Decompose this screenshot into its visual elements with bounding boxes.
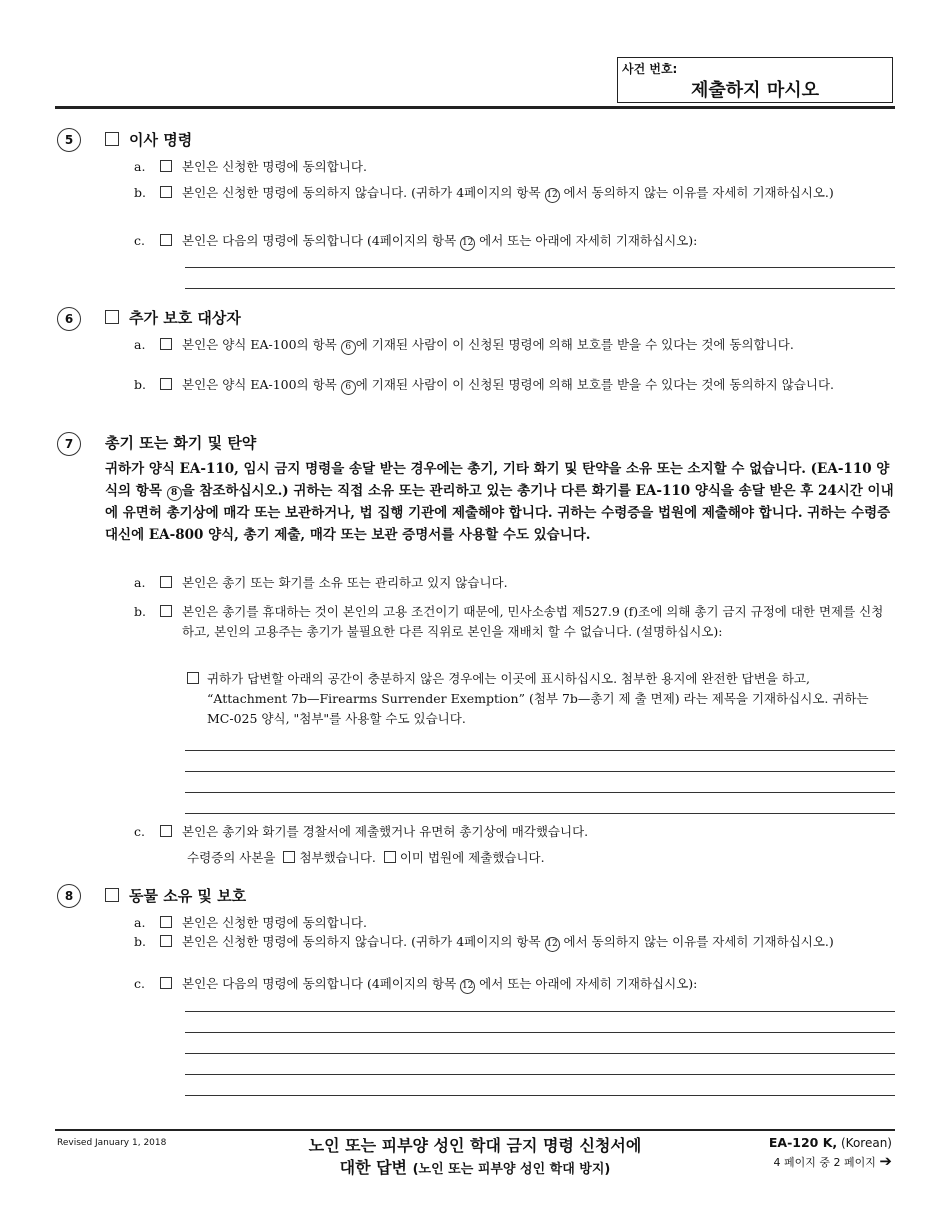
s8-answer-line-4[interactable]: [185, 1074, 895, 1075]
s7-b-text: 본인은 총기를 휴대하는 것이 본인의 고용 조건이기 때문에, 민사소송법 제527.9 (f)조에 의해 총기 금지 규정에 대한 면제를 신청하고, 본인의 고용주는 총기가 불필요한 다른 직위로 본인을 재배치 할 수 없습니다. (설명하십시오):: [182, 604, 884, 639]
s5-b-checkbox[interactable]: [160, 186, 172, 198]
header-rule: [55, 106, 895, 109]
s8-a-text: 본인은 신청한 명령에 동의합니다.: [182, 915, 367, 930]
s7-c-opt1: 첨부했습니다.: [299, 850, 376, 865]
s5-a-text: 본인은 신청한 명령에 동의합니다.: [182, 159, 367, 174]
s7-paragraph: 귀하가 양식 EA-110, 임시 금지 명령을 송달 받는 경우에는 총기, 기타 화기 및 탄약을 소유 또는 소지할 수 없습니다. (EA-110 양식의 항목 8 을 참조하십시오.) 귀하는 직접 소유 또는 관리하고 있는 총기나 다른 화기를 EA-110 양식을 송달 받은 후 24시간 이내에 유면허 총기상에 매각 또는 보관하거나, 법 집행 기관에 제출해야 합니다. 귀하는 수령증을 법원에 제출해야 합니다. 귀하는 수령증 대신에 EA-800 양식, 총기 제출, 매각 또는 보관 증명서를 사용할 수도 있습니다.: [105, 461, 894, 543]
s5-a-letter: a.: [134, 159, 146, 174]
item-6-ref-icon: 6: [341, 340, 356, 355]
item-12-ref-icon: 12: [545, 188, 560, 203]
s8-c-checkbox[interactable]: [160, 977, 172, 989]
s6-b-checkbox[interactable]: [160, 378, 172, 390]
revised-date: Revised January 1, 2018: [57, 1138, 167, 1148]
s5-b-letter: b.: [134, 185, 146, 200]
page-indicator: [774, 1152, 892, 1170]
section-8-title: 동물 소유 및 보호: [129, 887, 247, 905]
item-12-ref-icon: 12: [460, 236, 475, 251]
s8-c-letter: c.: [134, 976, 145, 991]
case-number-value: 제출하지 마시오: [691, 80, 819, 101]
s6-b-letter: b.: [134, 377, 146, 392]
s5-c-letter: c.: [134, 233, 145, 248]
section-5-number: 5: [57, 128, 81, 152]
s8-a-checkbox[interactable]: [160, 916, 172, 928]
s7-b-attachment-checkbox[interactable]: [187, 672, 199, 684]
s8-c-text: 본인은 다음의 명령에 동의합니다 (4페이지의 항목 12 에서 또는 아래에 자세히 기재하십시오):: [182, 975, 887, 994]
next-page-arrow-icon: ➔: [879, 1152, 892, 1170]
s7-a-checkbox[interactable]: [160, 576, 172, 588]
s8-b-text: 본인은 신청한 명령에 동의하지 않습니다. (귀하가 4페이지의 항목 12 에서 동의하지 않는 이유를 자세히 기재하십시오.): [182, 933, 887, 952]
s5-answer-line-2[interactable]: [185, 288, 895, 289]
section-6-heading: [105, 307, 241, 328]
s7-c-subline: [187, 849, 545, 867]
case-number-label: 사건 번호:: [622, 62, 678, 76]
section-7-title: 총기 또는 화기 및 탄약: [105, 434, 257, 452]
s5-b-text: 본인은 신청한 명령에 동의하지 않습니다. (귀하가 4페이지의 항목 12 에서 동의하지 않는 이유를 자세히 기재하십시오.): [182, 184, 887, 203]
s7-answer-line-1[interactable]: [185, 750, 895, 751]
s8-answer-line-5[interactable]: [185, 1095, 895, 1096]
s5-a-checkbox[interactable]: [160, 160, 172, 172]
item-12-ref-icon: 12: [545, 937, 560, 952]
s7-c-lead: 수령증의 사본을: [187, 850, 276, 865]
s5-c-text: 본인은 다음의 명령에 동의합니다 (4페이지의 항목 12 에서 또는 아래에 자세히 기재하십시오):: [182, 232, 887, 251]
section-8-number: 8: [57, 884, 81, 908]
footer-title-line-2: 대한 답변: [339, 1158, 408, 1177]
s6-a-letter: a.: [134, 337, 146, 352]
footer-title: [230, 1135, 720, 1181]
section-6-checkbox[interactable]: [105, 310, 119, 324]
item-12-ref-icon: 12: [460, 979, 475, 994]
s6-b-text: 본인은 양식 EA-100의 항목 6 에 기재된 사람이 이 신청된 명령에 의해 보호를 받을 수 있다는 것에 동의하지 않습니다.: [182, 376, 887, 395]
s8-a-letter: a.: [134, 915, 146, 930]
s7-c-filed-checkbox[interactable]: [384, 851, 396, 863]
section-5-title: 이사 명령: [129, 131, 193, 149]
section-5-checkbox[interactable]: [105, 132, 119, 146]
s5-c-checkbox[interactable]: [160, 234, 172, 246]
s7-answer-line-2[interactable]: [185, 771, 895, 772]
s7-a-letter: a.: [134, 575, 146, 590]
item-6-ref-icon: 6: [341, 380, 356, 395]
form-code-id: EA-120 K,: [768, 1135, 838, 1150]
s8-b-letter: b.: [134, 934, 146, 949]
s7-b-letter: b.: [134, 604, 146, 619]
case-number-box: [617, 57, 893, 103]
s7-c-letter: c.: [134, 824, 145, 839]
s7-c-opt2: 이미 법원에 제출했습니다.: [399, 850, 545, 865]
page-number: 4 페이지 중 2 페이지: [773, 1156, 876, 1169]
section-5-heading: [105, 129, 192, 150]
section-6-title: 추가 보호 대상자: [129, 309, 241, 327]
s7-c-text: 본인은 총기와 화기를 경찰서에 제출했거나 유면허 총기상에 매각했습니다.: [182, 824, 589, 839]
s7-c-attached-checkbox[interactable]: [283, 851, 295, 863]
footer-title-line-1: 노인 또는 피부양 성인 학대 금지 명령 신청서에: [308, 1136, 642, 1155]
footer-title-subtitle: (노인 또는 피부양 성인 학대 방지): [412, 1162, 611, 1177]
s6-a-checkbox[interactable]: [160, 338, 172, 350]
form-language: (Korean): [841, 1136, 892, 1150]
section-8-checkbox[interactable]: [105, 888, 119, 902]
s7-b-sub-text: 귀하가 답변할 아래의 공간이 충분하지 않은 경우에는 이곳에 표시하십시오. 첨부한 용지에 완전한 답변을 하고, “Attachment 7b—Firearms Surrender Exemption” (첨부 7b—총기 제 출 면제) 라는 제목을 기재하십시오. 귀하는 MC-025 양식, "첨부"를 사용할 수도 있습니다.: [207, 671, 869, 726]
s8-answer-line-1[interactable]: [185, 1011, 895, 1012]
form-code: [769, 1135, 892, 1150]
s6-a-text: 본인은 양식 EA-100의 항목 6 에 기재된 사람이 이 신청된 명령에 의해 보호를 받을 수 있다는 것에 동의합니다.: [182, 336, 887, 355]
s8-b-checkbox[interactable]: [160, 935, 172, 947]
s7-c-checkbox[interactable]: [160, 825, 172, 837]
section-8-heading: [105, 885, 246, 906]
s7-answer-line-3[interactable]: [185, 792, 895, 793]
section-7-number: 7: [57, 432, 81, 456]
item-8-ref-icon: 8: [167, 486, 182, 501]
s8-answer-line-2[interactable]: [185, 1032, 895, 1033]
s7-a-text: 본인은 총기 또는 화기를 소유 또는 관리하고 있지 않습니다.: [182, 575, 508, 590]
footer-rule: [55, 1129, 895, 1131]
section-6-number: 6: [57, 307, 81, 331]
s5-answer-line-1[interactable]: [185, 267, 895, 268]
s8-answer-line-3[interactable]: [185, 1053, 895, 1054]
s7-answer-line-4[interactable]: [185, 813, 895, 814]
s7-b-checkbox[interactable]: [160, 605, 172, 617]
